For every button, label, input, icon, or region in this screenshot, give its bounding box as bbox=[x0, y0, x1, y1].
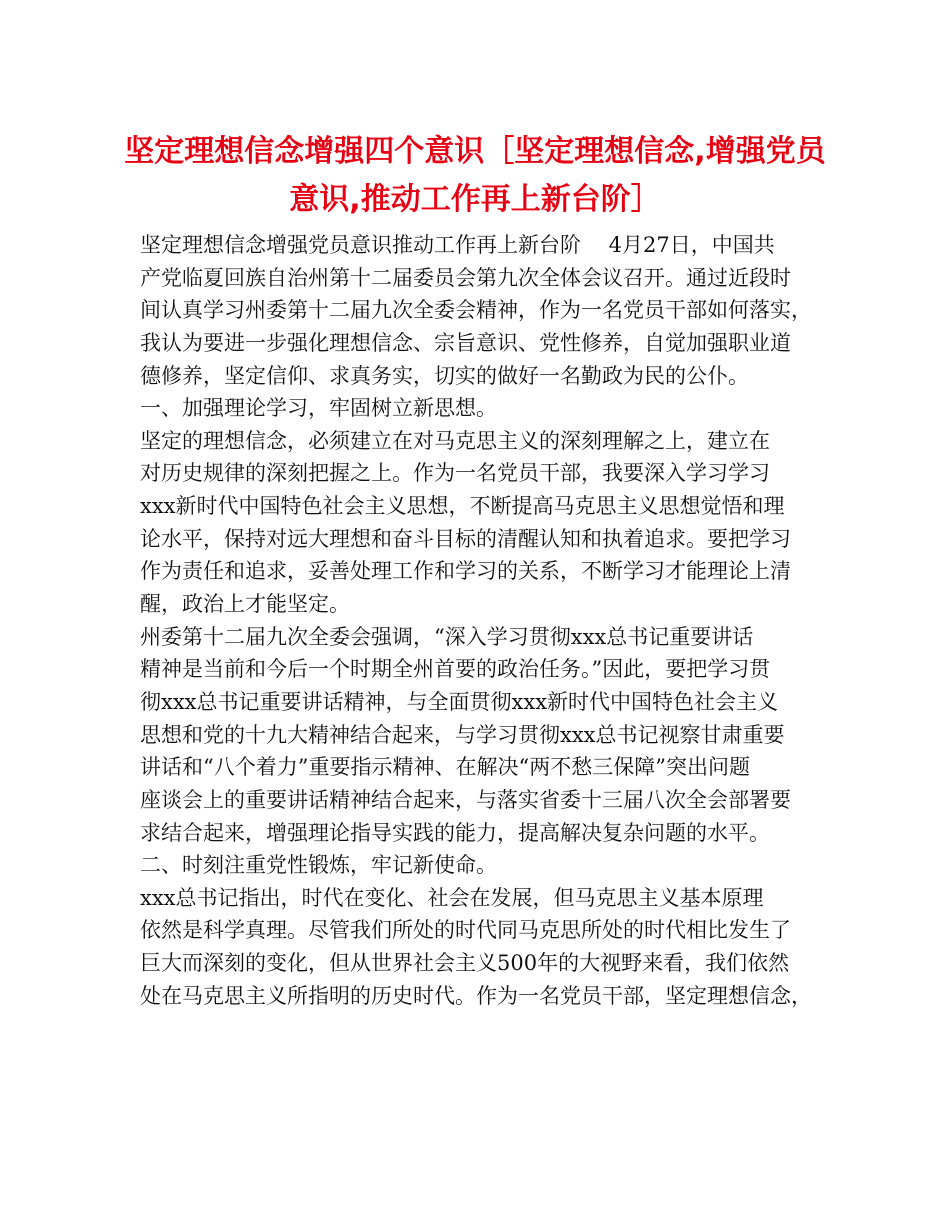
body-line: 精神是当前和今后一个时期全州首要的政治任务。”因此，要把学习贯 bbox=[140, 657, 771, 682]
body-line: 我认为要进一步强化理想信念、宗旨意识、党性修养，自觉加强职业道 bbox=[140, 330, 791, 355]
body-line: 彻xxx总书记重要讲话精神，与全面贯彻xxx新时代中国特色社会主义 bbox=[140, 689, 779, 714]
body-line: 醒，政治上才能坚定。 bbox=[140, 592, 350, 617]
body-line: 座谈会上的重要讲话精神结合起来，与落实省委十三届八次全会部署要 bbox=[140, 787, 791, 812]
body-line: 处在马克思主义所指明的历史时代。作为一名党员干部，坚定理想信念， bbox=[140, 983, 812, 1008]
body-line: 依然是科学真理。尽管我们所处的时代同马克思所处的时代相比发生了 bbox=[140, 918, 791, 943]
section-heading-2: 二、时刻注重党性锻炼，牢记新使命。 bbox=[140, 853, 497, 878]
body-line: 作为责任和追求，妥善处理工作和学习的关系，不断学习才能理论上清 bbox=[140, 559, 791, 584]
body-line: 巨大而深刻的变化，但从世界社会主义500年的大视野来看，我们依然 bbox=[140, 951, 790, 976]
section-heading-1: 一、加强理论学习，牢固树立新思想。 bbox=[140, 396, 497, 421]
body-line: 论水平，保持对远大理想和奋斗目标的清醒认知和执着追求。要把学习 bbox=[140, 526, 791, 551]
body-line: 思想和党的十九大精神结合起来，与学习贯彻xxx总书记视察甘肃重要 bbox=[140, 722, 785, 747]
body-line: xxx新时代中国特色社会主义思想，不断提高马克思主义思想觉悟和理 bbox=[140, 494, 785, 519]
body-line: 坚定理想信念增强党员意识推动工作再上新台阶 4月27日，中国共 bbox=[140, 233, 775, 257]
body-line: 间认真学习州委第十二届九次全委会精神，作为一名党员干部如何落实， bbox=[140, 298, 812, 323]
body-line: 求结合起来，增强理论指导实践的能力，提高解决复杂问题的水平。 bbox=[140, 820, 770, 845]
body-line: 坚定的理想信念，必须建立在对马克思主义的深刻理解之上，建立在 bbox=[140, 428, 770, 453]
body-line: 产党临夏回族自治州第十二届委员会第九次全体会议召开。通过近段时 bbox=[140, 265, 791, 290]
body-line: 对历史规律的深刻把握之上。作为一名党员干部，我要深入学习学习 bbox=[140, 461, 770, 486]
document-title-line-2: 意识,推动工作再上新台阶］ bbox=[289, 182, 661, 217]
body-line: 讲话和“八个着力”重要指示精神、在解决“两不愁三保障”突出问题 bbox=[140, 755, 750, 780]
document-body bbox=[140, 229, 820, 1012]
body-line: 德修养，坚定信仰、求真务实，切实的做好一名勤政为民的公仆。 bbox=[140, 363, 749, 388]
document-title-line-1: 坚定理想信念增强四个意识［坚定理想信念,增强党员 bbox=[124, 134, 826, 169]
body-line: xxx总书记指出，时代在变化、社会在发展，但马克思主义基本原理 bbox=[140, 885, 764, 910]
body-line: 州委第十二届九次全委会强调，“深入学习贯彻xxx总书记重要讲话 bbox=[140, 624, 754, 649]
